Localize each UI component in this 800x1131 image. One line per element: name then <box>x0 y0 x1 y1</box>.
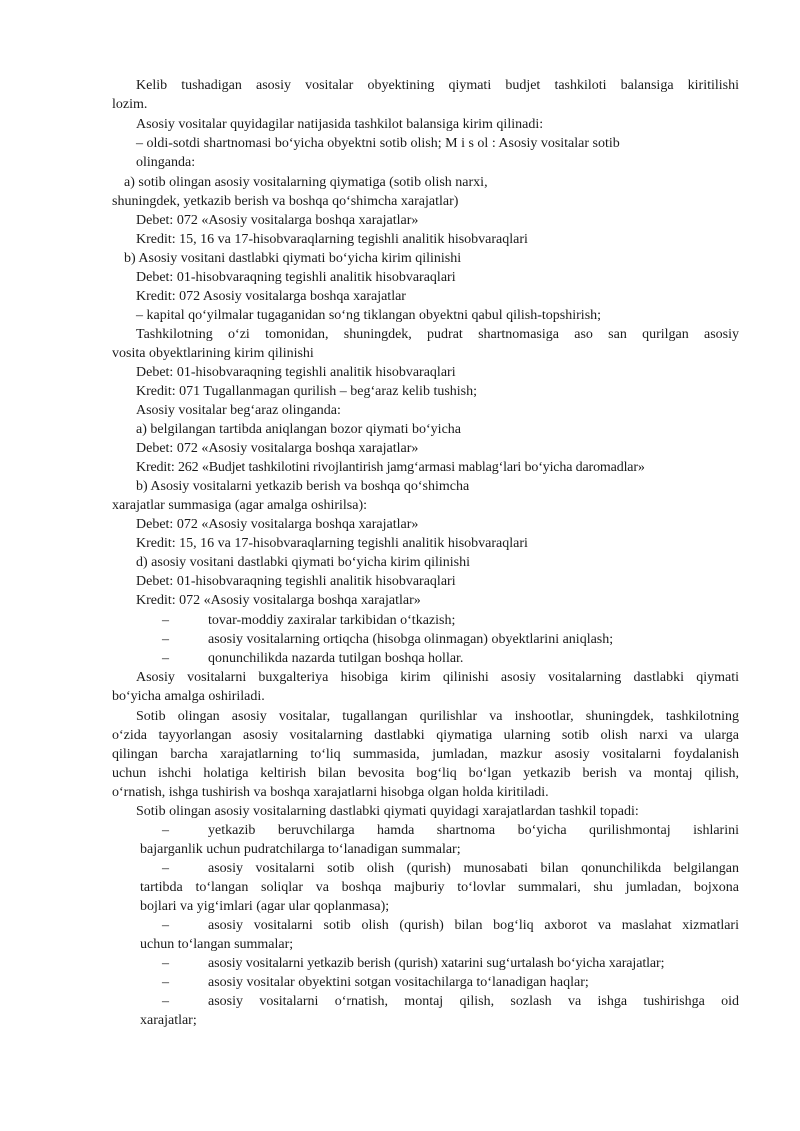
list-dash: – <box>162 975 169 990</box>
list-item-continuation: xarajatlar; <box>140 1013 197 1028</box>
paragraph-line: Asosiy vositalar quyidagilar natijasida tashkilot balansiga kirim qilinadi: <box>136 117 544 132</box>
list-dash: – <box>162 651 169 666</box>
list-item-continuation: bojlari va yigʻimlari (agar ular qoplanmasa); <box>140 899 390 914</box>
paragraph-line: Debet: 01-hisobvaraqning tegishli analitik hisobvaraqlari <box>136 365 456 380</box>
paragraph-line: lozim. <box>112 97 148 112</box>
paragraph-line: b) Asosiy vositani dastlabki qiymati boʻyicha kirim qilinishi <box>124 251 462 266</box>
list-dash: – <box>162 861 169 876</box>
list-item: asosiy vositalarni yetkazib berish (qurish) xatarini sugʻurtalash boʻyicha xarajatlar; <box>208 956 665 971</box>
list-item: qonunchilikda nazarda tutilgan boshqa hollar. <box>208 651 464 666</box>
paragraph-line: xarajatlar summasiga (agar amalga oshirilsa): <box>112 498 368 513</box>
list-dash: – <box>162 994 169 1009</box>
paragraph-line: Tashkilotning oʻzi tomonidan, shuningdek, pudrat shartnomasiga aso san qurilgan asosiy <box>136 327 739 342</box>
list-item: asosiy vositalarni sotib olish (qurish) munosabati bilan qonunchilikda belgilangan <box>208 861 739 876</box>
paragraph-line: – kapital qoʻyilmalar tugaganidan soʻng tiklangan obyektni qabul qilish-topshirish; <box>136 308 602 323</box>
paragraph-line: Sotib olingan asosiy vositalarning dastlabki qiymati quyidagi xarajatlardan tashkil topadi: <box>136 804 639 819</box>
paragraph-line: qilingan barcha xarajatlarning toʻliq summasida, jumladan, mazkur asosiy vositalarni foydalanish <box>112 747 739 762</box>
list-item-continuation: bajarganlik uchun pudratchilarga toʻlanadigan summalar; <box>140 842 461 857</box>
paragraph-line: Debet: 072 «Asosiy vositalarga boshqa xarajatlar» <box>136 441 419 456</box>
paragraph-line: Asosiy vositalar begʻaraz olinganda: <box>136 403 341 418</box>
paragraph-line: Kredit: 071 Tugallanmagan qurilish – begʻaraz kelib tushish; <box>136 384 478 399</box>
paragraph-line: Sotib olingan asosiy vositalar, tugallangan qurilishlar va inshootlar, shuningdek, tashkilotning <box>136 709 739 724</box>
list-dash: – <box>162 632 169 647</box>
paragraph-line: vosita obyektlarining kirim qilinishi <box>112 346 314 361</box>
paragraph-line: – oldi-sotdi shartnomasi boʻyicha obyektni sotib olish; M i s ol : Asosiy vositalar sotib <box>136 136 620 151</box>
list-item: asosiy vositalarni sotib olish (qurish) bilan bogʻliq axborot va maslahat xizmatlari <box>208 918 739 933</box>
list-item: yetkazib beruvchilarga hamda shartnoma boʻyicha qurilishmontaj ishlarini <box>208 823 739 838</box>
paragraph-line: d) asosiy vositani dastlabki qiymati boʻyicha kirim qilinishi <box>136 555 471 570</box>
list-item: asosiy vositalarning ortiqcha (hisobga olinmagan) obyektlarini aniqlash; <box>208 632 614 647</box>
paragraph-line: Kelib tushadigan asosiy vositalar obyektining qiymati budjet tashkiloti balansiga kiritilishi <box>136 78 739 93</box>
paragraph-line: Asosiy vositalarni buxgalteriya hisobiga kirim qilinishi asosiy vositalarning dastlabki qiymati <box>136 670 739 685</box>
paragraph-line: Kredit: 15, 16 va 17-hisobvaraqlarning tegishli analitik hisobvaraqlari <box>136 232 528 247</box>
paragraph-line: b) Asosiy vositalarni yetkazib berish va boshqa qoʻshimcha <box>136 479 470 494</box>
list-item-continuation: tartibda toʻlangan soliqlar va boshqa majburiy toʻlovlar summalari, shu jumladan, bojxona <box>140 880 739 895</box>
paragraph-line: boʻyicha amalga oshiriladi. <box>112 689 265 704</box>
paragraph-line: Debet: 01-hisobvaraqning tegishli analitik hisobvaraqlari <box>136 574 456 589</box>
paragraph-line: Kredit: 15, 16 va 17-hisobvaraqlarning tegishli analitik hisobvaraqlari <box>136 536 528 551</box>
paragraph-line: a) belgilangan tartibda aniqlangan bozor qiymati boʻyicha <box>136 422 461 437</box>
paragraph-line: shuningdek, yetkazib berish va boshqa qoʻshimcha xarajatlar) <box>112 194 459 209</box>
list-item: asosiy vositalar obyektini sotgan vositachilarga toʻlanadigan haqlar; <box>208 975 589 990</box>
paragraph-line: Kredit: 072 «Asosiy vositalarga boshqa xarajatlar» <box>136 593 421 608</box>
paragraph-line: a) sotib olingan asosiy vositalarning qiymatiga (sotib olish narxi, <box>124 175 488 190</box>
paragraph-line: Debet: 072 «Asosiy vositalarga boshqa xarajatlar» <box>136 213 419 228</box>
list-dash: – <box>162 918 169 933</box>
list-item-continuation: uchun toʻlangan summalar; <box>140 937 294 952</box>
paragraph-line: olinganda: <box>136 155 196 170</box>
paragraph-line: oʻzida tayyorlangan asosiy vositalarning dastlabki qiymatiga ularning sotib olish narxi va ularga <box>112 728 739 743</box>
list-dash: – <box>162 956 169 971</box>
paragraph-line: uchun ishchi holatiga keltirish bilan bevosita bogʻliq boʻlgan yetkazib berish va montaj qilish, <box>112 766 739 781</box>
paragraph-line: Kredit: 072 Asosiy vositalarga boshqa xarajatlar <box>136 289 406 304</box>
paragraph-line: Debet: 072 «Asosiy vositalarga boshqa xarajatlar» <box>136 517 419 532</box>
list-item: tovar-moddiy zaxiralar tarkibidan oʻtkazish; <box>208 613 456 628</box>
list-dash: – <box>162 613 169 628</box>
paragraph-line: Kredit: 262 «Budjet tashkilotini rivojlantirish jamgʻarmasi mablagʻlari boʻyicha daromadlar» <box>136 460 645 475</box>
list-item: asosiy vositalarni oʻrnatish, montaj qilish, sozlash va ishga tushirishga oid <box>208 994 739 1009</box>
paragraph-line: Debet: 01-hisobvaraqning tegishli analitik hisobvaraqlari <box>136 270 456 285</box>
list-dash: – <box>162 823 169 838</box>
paragraph-line: oʻrnatish, ishga tushirish va boshqa xarajatlarni hisobga olgan holda kiritiladi. <box>112 785 549 800</box>
